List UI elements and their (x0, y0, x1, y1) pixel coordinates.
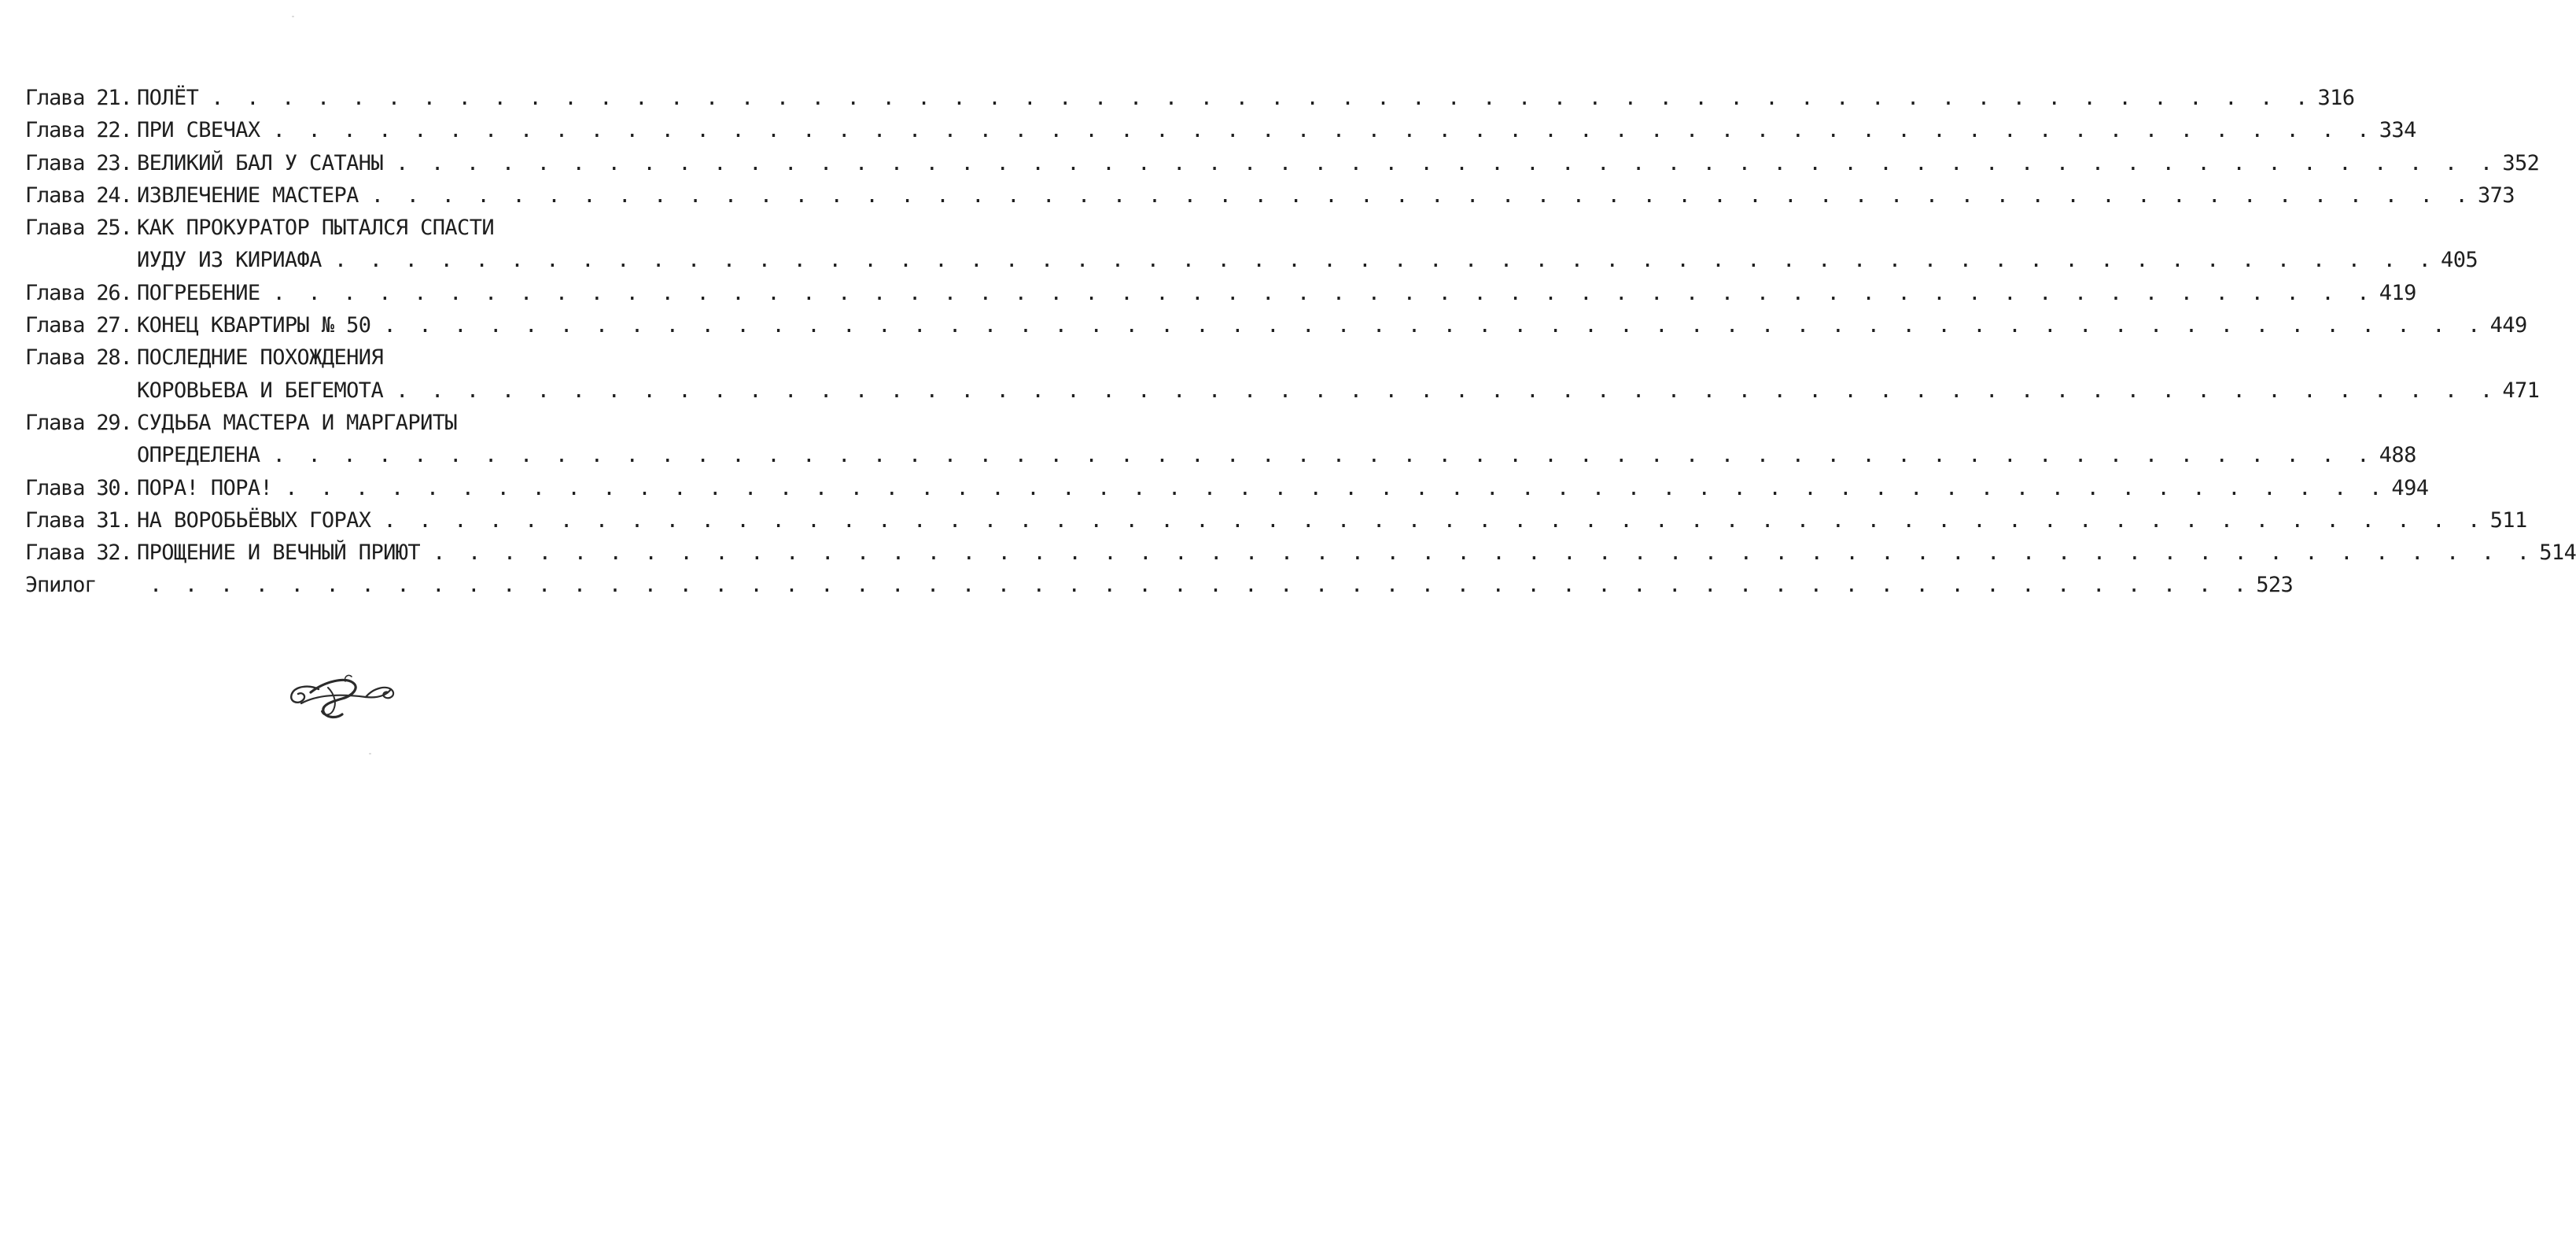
chapter-title: КАК ПРОКУРАТОР ПЫТАЛСЯ СПАСТИ (137, 216, 495, 241)
dot-leader: . . . . . . . . . . . . . . . . . . . . . . . . . . . . . . . . . . . . . . . . . . . . . . . . . . . . . . . . . . . . (334, 248, 2437, 273)
dot-leader: . . . . . . . . . . . . . . . . . . . . . . . . . . . . . . . . . . . . . . . . . . . . . . . . . . . . . . . . . . . . (211, 86, 2313, 110)
dot-leader: . . . . . . . . . . . . . . . . . . . . . . . . . . . . . . . . . . . . . . . . . . . . . . . . . . . . . . . . . . . . (272, 280, 2375, 305)
chapter-title: ПРОЩЕНИЕ И ВЕЧНЫЙ ПРИЮТ (137, 540, 421, 566)
chapter-label: Глава 29. (25, 410, 132, 435)
toc-entry (25, 114, 2416, 146)
dot-leader: . . . . . . . . . . . . . . . . . . . . . . . . . . . . . . . . . . . . . . . . . . . . . . . . . . . . . . . . . . . . (285, 475, 2387, 500)
toc-entry (25, 212, 623, 244)
page-number: 316 (2317, 86, 2355, 110)
page-number: 514 (2539, 540, 2576, 566)
page-number: 449 (2489, 313, 2527, 338)
dot-leader: . . . . . . . . . . . . . . . . . . . . . . . . . . . . . . . . . . . . . . . . . . . . . . . . . . . . . . . . . . . . (149, 573, 2252, 598)
dot-leader: . . . . . . . . . . . . . . . . . . . . . . . . . . . . . . . . . . . . . . . . . . . . . . . . . . . . . . . . . . . . (272, 118, 2375, 143)
chapter-label: Глава 23. (25, 150, 132, 175)
page-number: 352 (2502, 150, 2540, 175)
toc-entry (25, 472, 2429, 504)
chapter-title: ПОЛЁТ (137, 86, 199, 110)
toc-entry (25, 504, 2527, 537)
dot-leader: . . . . . . . . . . . . . . . . . . . . . . . . . . . . . . . . . . . . . . . . . . . . . . . . . . . . . . . . . . . . (272, 443, 2375, 468)
dot-leader: . . . . . . . . . . . . . . . . . . . . . . . . . . . . . . . . . . . . . . . . . . . . . . . . . . . . . . . . . . . . (383, 507, 2486, 533)
toc-entry (25, 147, 2540, 179)
toc-entry (25, 82, 2355, 114)
page-number: 494 (2391, 475, 2429, 500)
chapter-label: Глава 21. (25, 86, 132, 110)
page-number: 471 (2502, 378, 2540, 403)
chapter-label: Глава 26. (25, 280, 132, 305)
page-number: 511 (2489, 507, 2527, 533)
page-number: 523 (2256, 573, 2294, 598)
toc-entry (25, 569, 2294, 601)
chapter-label: Эпилог (25, 573, 97, 598)
chapter-title: ИУДУ ИЗ КИРИАФА (137, 248, 322, 273)
chapter-label: Глава 31. (25, 507, 132, 533)
toc-entry (25, 407, 623, 439)
chapter-label: Глава 27. (25, 313, 132, 338)
chapter-title: ИЗВЛЕЧЕНИЕ МАСТЕРА (137, 183, 359, 208)
chapter-title: ПРИ СВЕЧАХ (137, 118, 260, 143)
paper-speck (292, 16, 294, 17)
toc-entry-continuation (25, 374, 2540, 407)
table-of-contents (25, 82, 2576, 602)
dot-leader: . . . . . . . . . . . . . . . . . . . . . . . . . . . . . . . . . . . . . . . . . . . . . . . . . . . . . . . . . . . . (396, 378, 2498, 403)
dot-leader: . . . . . . . . . . . . . . . . . . . . . . . . . . . . . . . . . . . . . . . . . . . . . . . . . . . . . . . . . . . . (370, 183, 2473, 208)
page-number: 405 (2441, 248, 2478, 273)
chapter-title: КОРОВЬЕВА И БЕГЕМОТА (137, 378, 384, 403)
paper-speck (369, 753, 371, 754)
chapter-label: Глава 24. (25, 183, 132, 208)
toc-entry (25, 537, 2576, 569)
chapter-label: Глава 22. (25, 118, 132, 143)
toc-entry-continuation (25, 244, 2478, 276)
toc-entry-continuation (25, 439, 2416, 471)
flourish-ornament-icon (287, 670, 397, 722)
dot-leader: . . . . . . . . . . . . . . . . . . . . . . . . . . . . . . . . . . . . . . . . . . . . . . . . . . . . . . . . . . . . (433, 540, 2535, 566)
dot-leader: . . . . . . . . . . . . . . . . . . . . . . . . . . . . . . . . . . . . . . . . . . . . . . . . . . . . . . . . . . . . (383, 313, 2486, 338)
chapter-title: ВЕЛИКИЙ БАЛ У САТАНЫ (137, 150, 384, 175)
chapter-title: КОНЕЦ КВАРТИРЫ № 50 (137, 313, 371, 338)
page-number: 373 (2478, 183, 2515, 208)
chapter-label: Глава 30. (25, 475, 132, 500)
chapter-title: ПОРА! ПОРА! (137, 475, 273, 500)
chapter-title: ПОСЛЕДНИЕ ПОХОЖДЕНИЯ (137, 345, 384, 371)
dot-leader: . . . . . . . . . . . . . . . . . . . . . . . . . . . . . . . . . . . . . . . . . . . . . . . . . . . . . . . . . . . . (396, 150, 2498, 175)
chapter-label: Глава 25. (25, 216, 132, 241)
chapter-label: Глава 32. (25, 540, 132, 566)
toc-entry (25, 277, 2416, 309)
page-number: 419 (2379, 280, 2416, 305)
chapter-title: ОПРЕДЕЛЕНА (137, 443, 260, 468)
page-number: 488 (2379, 443, 2416, 468)
toc-entry (25, 179, 2515, 212)
page-number: 334 (2379, 118, 2416, 143)
chapter-title: СУДЬБА МАСТЕРА И МАРГАРИТЫ (137, 410, 458, 435)
toc-entry (25, 341, 623, 374)
chapter-title: НА ВОРОБЬЁВЫХ ГОРАХ (137, 507, 371, 533)
toc-entry (25, 309, 2527, 341)
chapter-title: ПОГРЕБЕНИЕ (137, 280, 260, 305)
chapter-label: Глава 28. (25, 345, 132, 371)
